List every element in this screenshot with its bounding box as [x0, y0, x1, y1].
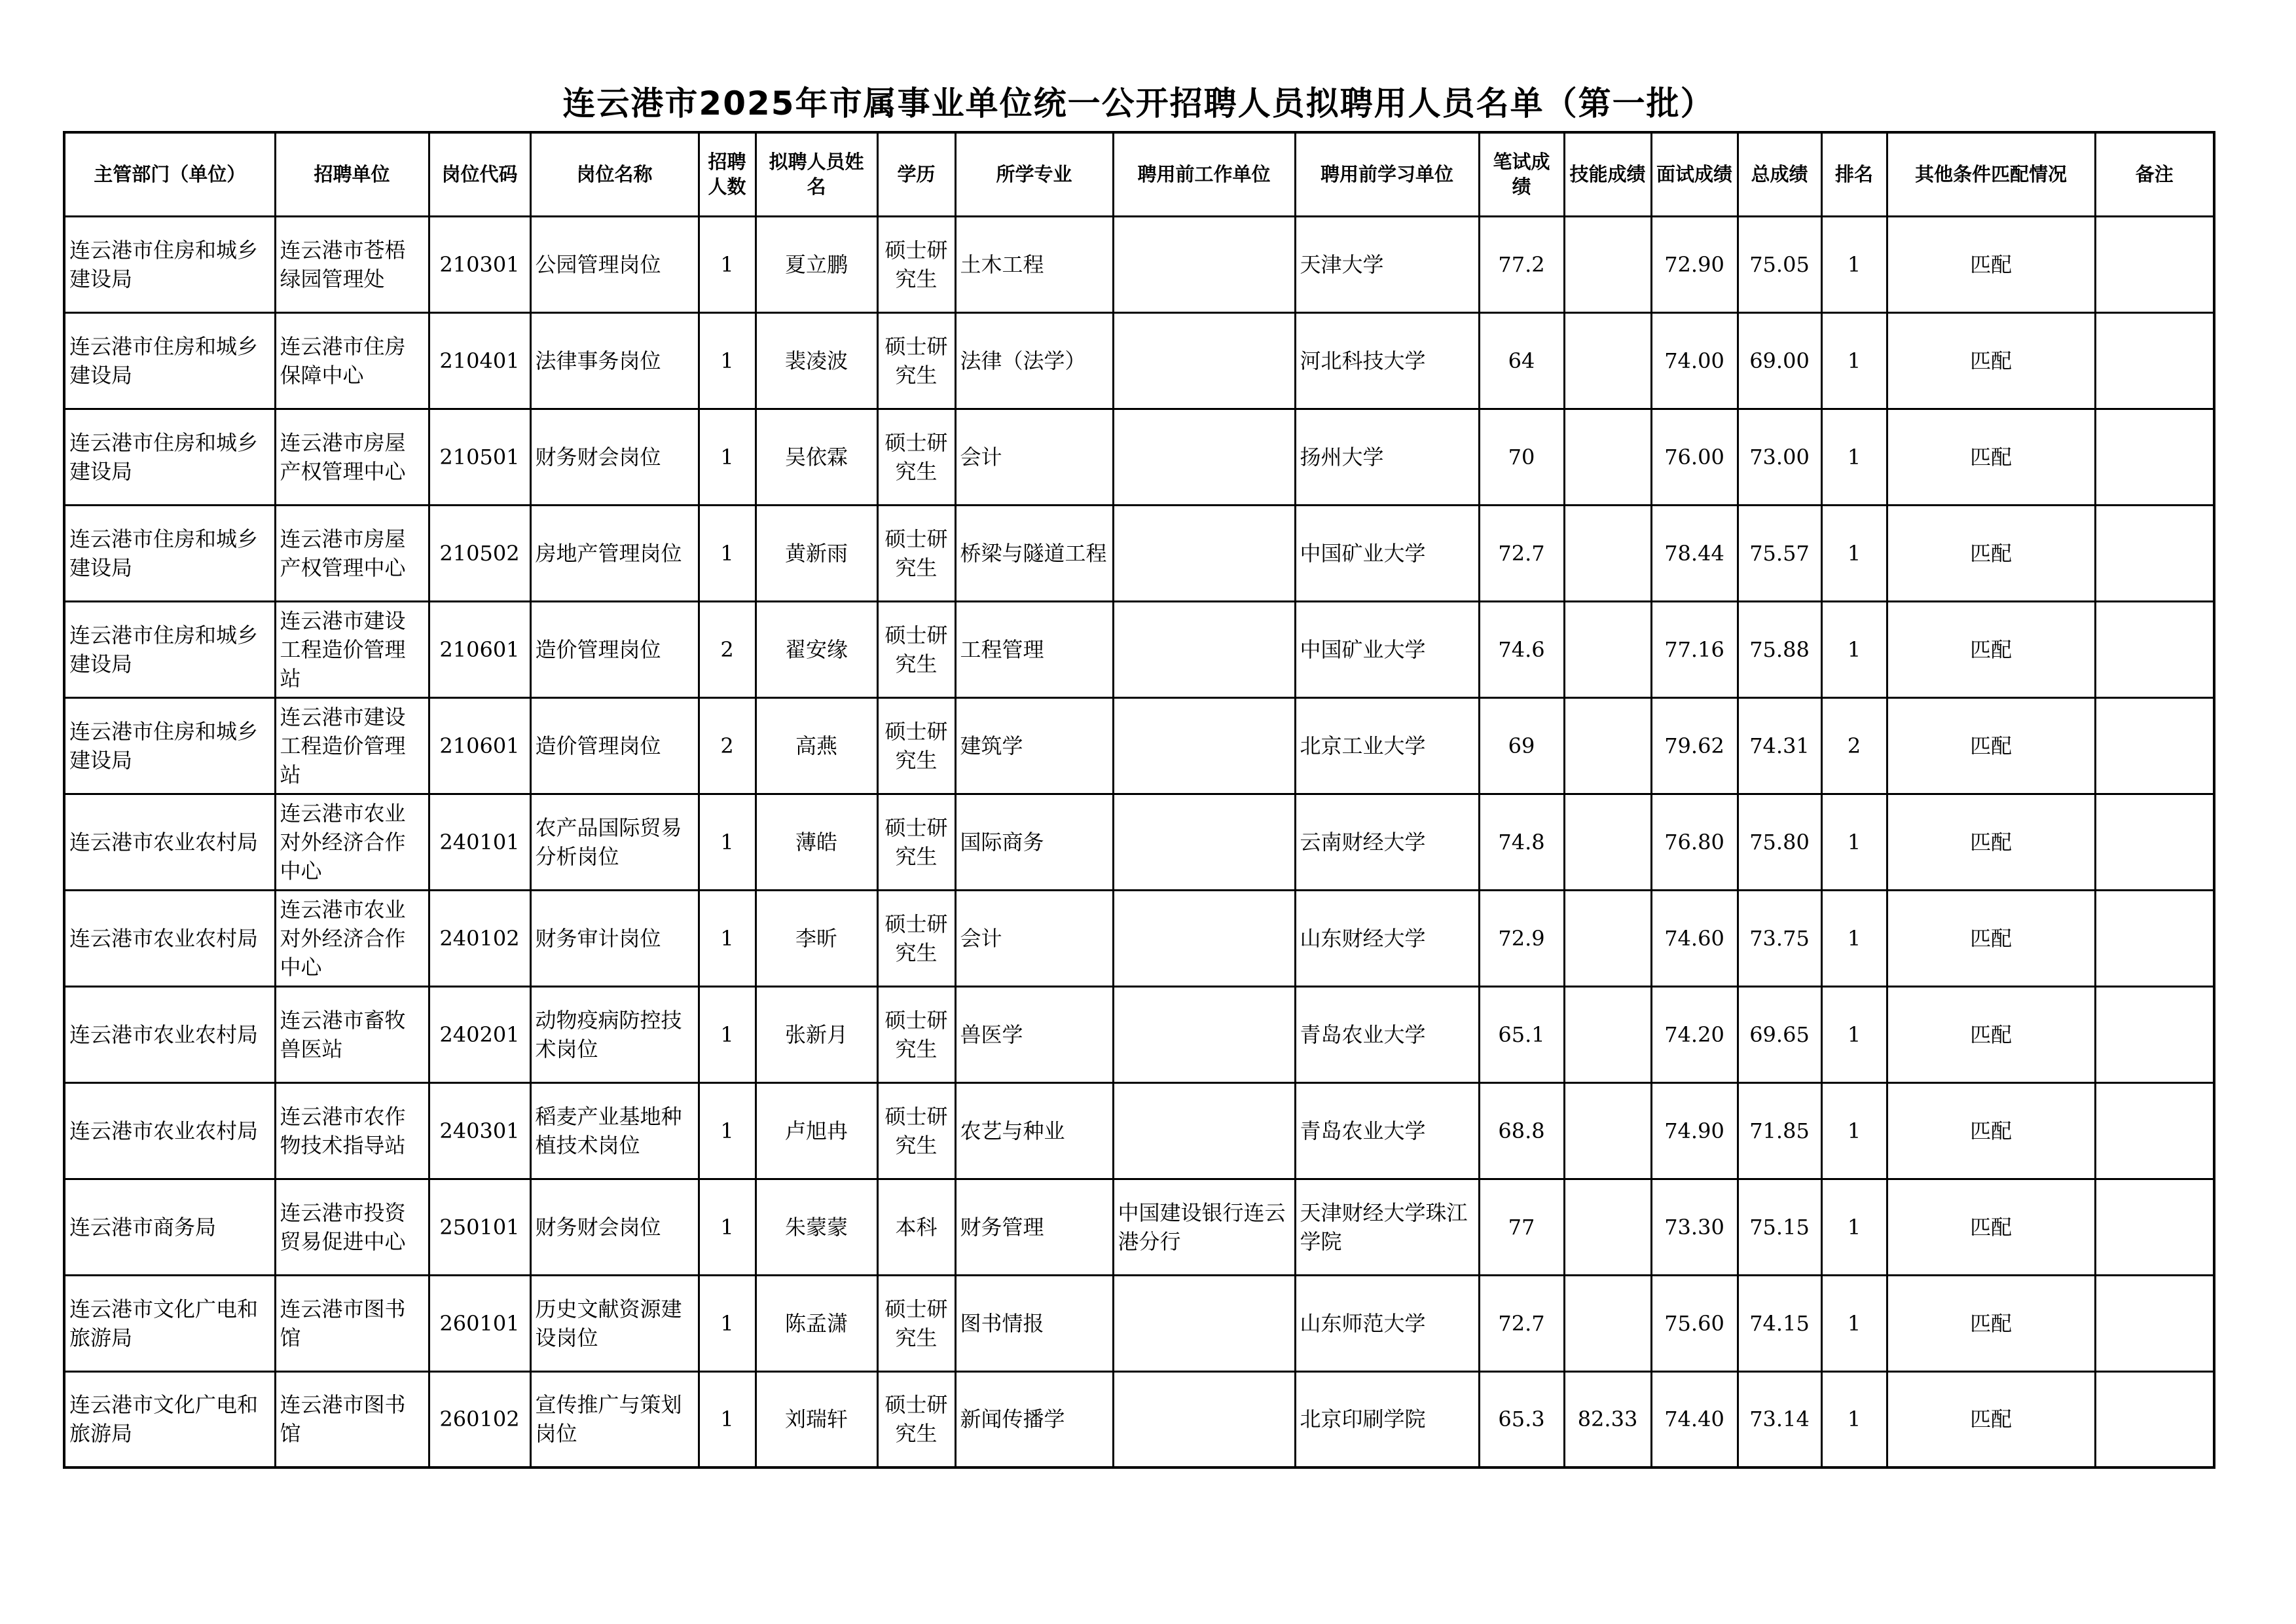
cell-remarks — [2095, 1082, 2214, 1179]
cell-remarks — [2095, 1275, 2214, 1371]
cell-skill — [1564, 697, 1651, 794]
cell-education: 硕士研究生 — [877, 1082, 955, 1179]
cell-post-name: 财务财会岗位 — [530, 1179, 699, 1275]
cell-unit: 连云港市图书馆 — [275, 1371, 429, 1467]
cell-prev-work — [1113, 1082, 1295, 1179]
cell-quota: 2 — [699, 601, 756, 697]
cell-conditions: 匹配 — [1887, 505, 2095, 601]
cell-education: 硕士研究生 — [877, 409, 955, 505]
cell-post-name: 造价管理岗位 — [530, 697, 699, 794]
cell-remarks — [2095, 505, 2214, 601]
cell-education: 硕士研究生 — [877, 697, 955, 794]
cell-major: 农艺与种业 — [955, 1082, 1113, 1179]
cell-written: 74.6 — [1479, 601, 1564, 697]
cell-prev-study: 中国矿业大学 — [1295, 601, 1479, 697]
cell-remarks — [2095, 1179, 2214, 1275]
cell-prev-study: 扬州大学 — [1295, 409, 1479, 505]
cell-prev-work: 中国建设银行连云港分行 — [1113, 1179, 1295, 1275]
cell-dept: 连云港市住房和城乡建设局 — [64, 312, 275, 409]
cell-education: 硕士研究生 — [877, 890, 955, 986]
cell-written: 69 — [1479, 697, 1564, 794]
cell-name: 夏立鹏 — [756, 216, 877, 312]
table-row — [64, 505, 2214, 601]
column-header-total: 总成绩 — [1738, 132, 1821, 216]
column-header-written: 笔试成绩 — [1479, 132, 1564, 216]
cell-dept: 连云港市农业农村局 — [64, 1082, 275, 1179]
cell-written: 64 — [1479, 312, 1564, 409]
cell-written: 65.3 — [1479, 1371, 1564, 1467]
cell-post-code: 240101 — [429, 794, 530, 890]
cell-major: 新闻传播学 — [955, 1371, 1113, 1467]
column-header-skill: 技能成绩 — [1564, 132, 1651, 216]
cell-dept: 连云港市住房和城乡建设局 — [64, 216, 275, 312]
cell-rank: 1 — [1821, 794, 1887, 890]
cell-major: 会计 — [955, 409, 1113, 505]
column-header-name: 拟聘人员姓名 — [756, 132, 877, 216]
table-row — [64, 1275, 2214, 1371]
cell-post-code: 260102 — [429, 1371, 530, 1467]
cell-skill — [1564, 601, 1651, 697]
cell-name: 黄新雨 — [756, 505, 877, 601]
table-row — [64, 1082, 2214, 1179]
cell-quota: 1 — [699, 794, 756, 890]
cell-post-code: 210601 — [429, 601, 530, 697]
cell-dept: 连云港市文化广电和旅游局 — [64, 1371, 275, 1467]
cell-education: 硕士研究生 — [877, 986, 955, 1082]
cell-interview: 76.80 — [1651, 794, 1738, 890]
cell-post-name: 历史文献资源建设岗位 — [530, 1275, 699, 1371]
cell-rank: 2 — [1821, 697, 1887, 794]
cell-post-name: 宣传推广与策划岗位 — [530, 1371, 699, 1467]
cell-total: 75.05 — [1738, 216, 1821, 312]
column-header-major: 所学专业 — [955, 132, 1113, 216]
cell-conditions: 匹配 — [1887, 216, 2095, 312]
cell-skill — [1564, 1179, 1651, 1275]
cell-interview: 79.62 — [1651, 697, 1738, 794]
column-header-education: 学历 — [877, 132, 955, 216]
cell-total: 75.88 — [1738, 601, 1821, 697]
cell-total: 74.31 — [1738, 697, 1821, 794]
cell-education: 硕士研究生 — [877, 1371, 955, 1467]
cell-major: 财务管理 — [955, 1179, 1113, 1275]
cell-quota: 1 — [699, 409, 756, 505]
cell-prev-study: 河北科技大学 — [1295, 312, 1479, 409]
cell-total: 74.15 — [1738, 1275, 1821, 1371]
page-title: 连云港市2025年市属事业单位统一公开招聘人员拟聘用人员名单（第一批） — [562, 84, 1715, 122]
cell-education: 硕士研究生 — [877, 601, 955, 697]
cell-post-name: 财务财会岗位 — [530, 409, 699, 505]
cell-total: 69.00 — [1738, 312, 1821, 409]
cell-education: 硕士研究生 — [877, 216, 955, 312]
cell-post-code: 240201 — [429, 986, 530, 1082]
cell-post-code: 250101 — [429, 1179, 530, 1275]
cell-remarks — [2095, 697, 2214, 794]
cell-remarks — [2095, 312, 2214, 409]
cell-prev-work — [1113, 216, 1295, 312]
cell-name: 高燕 — [756, 697, 877, 794]
cell-interview: 74.00 — [1651, 312, 1738, 409]
column-header-conditions: 其他条件匹配情况 — [1887, 132, 2095, 216]
column-header-post-code: 岗位代码 — [429, 132, 530, 216]
cell-education: 本科 — [877, 1179, 955, 1275]
cell-interview: 75.60 — [1651, 1275, 1738, 1371]
cell-education: 硕士研究生 — [877, 1275, 955, 1371]
cell-unit: 连云港市苍梧绿园管理处 — [275, 216, 429, 312]
cell-post-name: 动物疫病防控技术岗位 — [530, 986, 699, 1082]
cell-written: 72.7 — [1479, 1275, 1564, 1371]
cell-prev-work — [1113, 505, 1295, 601]
cell-quota: 1 — [699, 312, 756, 409]
cell-prev-work — [1113, 794, 1295, 890]
cell-skill — [1564, 986, 1651, 1082]
table-row — [64, 697, 2214, 794]
cell-prev-work — [1113, 409, 1295, 505]
table-row — [64, 216, 2214, 312]
cell-skill — [1564, 794, 1651, 890]
cell-total: 73.14 — [1738, 1371, 1821, 1467]
cell-quota: 1 — [699, 986, 756, 1082]
cell-prev-work — [1113, 312, 1295, 409]
cell-remarks — [2095, 409, 2214, 505]
column-header-rank: 排名 — [1821, 132, 1887, 216]
cell-dept: 连云港市商务局 — [64, 1179, 275, 1275]
cell-conditions: 匹配 — [1887, 890, 2095, 986]
cell-prev-study: 北京工业大学 — [1295, 697, 1479, 794]
cell-rank: 1 — [1821, 1082, 1887, 1179]
cell-prev-work — [1113, 986, 1295, 1082]
cell-total: 75.57 — [1738, 505, 1821, 601]
cell-name: 薄皓 — [756, 794, 877, 890]
cell-major: 工程管理 — [955, 601, 1113, 697]
cell-quota: 1 — [699, 1275, 756, 1371]
cell-rank: 1 — [1821, 216, 1887, 312]
cell-unit: 连云港市农业对外经济合作中心 — [275, 890, 429, 986]
cell-education: 硕士研究生 — [877, 794, 955, 890]
cell-post-code: 210601 — [429, 697, 530, 794]
cell-unit: 连云港市建设工程造价管理站 — [275, 697, 429, 794]
cell-prev-work — [1113, 890, 1295, 986]
cell-unit: 连云港市畜牧兽医站 — [275, 986, 429, 1082]
cell-interview: 77.16 — [1651, 601, 1738, 697]
cell-major: 兽医学 — [955, 986, 1113, 1082]
column-header-post-name: 岗位名称 — [530, 132, 699, 216]
table-row — [64, 1371, 2214, 1467]
cell-post-code: 210301 — [429, 216, 530, 312]
cell-skill — [1564, 1275, 1651, 1371]
cell-written: 70 — [1479, 409, 1564, 505]
column-header-unit: 招聘单位 — [275, 132, 429, 216]
cell-prev-study: 山东师范大学 — [1295, 1275, 1479, 1371]
cell-post-code: 260101 — [429, 1275, 530, 1371]
cell-major: 图书情报 — [955, 1275, 1113, 1371]
cell-rank: 1 — [1821, 409, 1887, 505]
cell-interview: 76.00 — [1651, 409, 1738, 505]
cell-unit: 连云港市图书馆 — [275, 1275, 429, 1371]
cell-rank: 1 — [1821, 601, 1887, 697]
cell-skill — [1564, 409, 1651, 505]
cell-interview: 78.44 — [1651, 505, 1738, 601]
cell-unit: 连云港市建设工程造价管理站 — [275, 601, 429, 697]
cell-interview: 74.60 — [1651, 890, 1738, 986]
cell-post-name: 财务审计岗位 — [530, 890, 699, 986]
cell-major: 国际商务 — [955, 794, 1113, 890]
cell-post-code: 210502 — [429, 505, 530, 601]
table-row — [64, 794, 2214, 890]
table-row — [64, 601, 2214, 697]
column-header-quota: 招聘人数 — [699, 132, 756, 216]
cell-major: 建筑学 — [955, 697, 1113, 794]
cell-conditions: 匹配 — [1887, 697, 2095, 794]
cell-quota: 1 — [699, 1082, 756, 1179]
cell-dept: 连云港市农业农村局 — [64, 986, 275, 1082]
cell-unit: 连云港市农业对外经济合作中心 — [275, 794, 429, 890]
cell-name: 刘瑞轩 — [756, 1371, 877, 1467]
cell-post-code: 210501 — [429, 409, 530, 505]
cell-interview: 73.30 — [1651, 1179, 1738, 1275]
cell-major: 桥梁与隧道工程 — [955, 505, 1113, 601]
column-header-prev-work: 聘用前工作单位 — [1113, 132, 1295, 216]
table-row — [64, 409, 2214, 505]
cell-major: 法律（法学） — [955, 312, 1113, 409]
cell-prev-study: 中国矿业大学 — [1295, 505, 1479, 601]
cell-conditions: 匹配 — [1887, 312, 2095, 409]
cell-conditions: 匹配 — [1887, 1082, 2095, 1179]
column-header-remarks: 备注 — [2095, 132, 2214, 216]
cell-post-name: 造价管理岗位 — [530, 601, 699, 697]
cell-name: 裴凌波 — [756, 312, 877, 409]
cell-written: 68.8 — [1479, 1082, 1564, 1179]
cell-prev-study: 天津大学 — [1295, 216, 1479, 312]
cell-skill: 82.33 — [1564, 1371, 1651, 1467]
cell-dept: 连云港市文化广电和旅游局 — [64, 1275, 275, 1371]
cell-written: 77.2 — [1479, 216, 1564, 312]
cell-rank: 1 — [1821, 890, 1887, 986]
cell-total: 75.15 — [1738, 1179, 1821, 1275]
cell-rank: 1 — [1821, 505, 1887, 601]
cell-quota: 1 — [699, 1179, 756, 1275]
cell-total: 73.00 — [1738, 409, 1821, 505]
table-row — [64, 890, 2214, 986]
cell-quota: 1 — [699, 890, 756, 986]
cell-rank: 1 — [1821, 986, 1887, 1082]
cell-conditions: 匹配 — [1887, 1275, 2095, 1371]
cell-post-name: 稻麦产业基地种植技术岗位 — [530, 1082, 699, 1179]
cell-interview: 74.90 — [1651, 1082, 1738, 1179]
cell-dept: 连云港市农业农村局 — [64, 794, 275, 890]
cell-unit: 连云港市投资贸易促进中心 — [275, 1179, 429, 1275]
cell-dept: 连云港市住房和城乡建设局 — [64, 601, 275, 697]
cell-conditions: 匹配 — [1887, 409, 2095, 505]
cell-post-name: 公园管理岗位 — [530, 216, 699, 312]
cell-prev-study: 青岛农业大学 — [1295, 986, 1479, 1082]
cell-quota: 1 — [699, 1371, 756, 1467]
cell-total: 75.80 — [1738, 794, 1821, 890]
column-header-interview: 面试成绩 — [1651, 132, 1738, 216]
cell-interview: 72.90 — [1651, 216, 1738, 312]
cell-conditions: 匹配 — [1887, 794, 2095, 890]
cell-rank: 1 — [1821, 1179, 1887, 1275]
cell-total: 73.75 — [1738, 890, 1821, 986]
cell-conditions: 匹配 — [1887, 1179, 2095, 1275]
cell-remarks — [2095, 216, 2214, 312]
cell-rank: 1 — [1821, 1371, 1887, 1467]
cell-interview: 74.40 — [1651, 1371, 1738, 1467]
cell-post-name: 房地产管理岗位 — [530, 505, 699, 601]
cell-remarks — [2095, 890, 2214, 986]
cell-unit: 连云港市农作物技术指导站 — [275, 1082, 429, 1179]
cell-education: 硕士研究生 — [877, 312, 955, 409]
cell-skill — [1564, 505, 1651, 601]
cell-post-code: 240301 — [429, 1082, 530, 1179]
cell-prev-study: 云南财经大学 — [1295, 794, 1479, 890]
cell-unit: 连云港市房屋产权管理中心 — [275, 505, 429, 601]
cell-written: 74.8 — [1479, 794, 1564, 890]
cell-unit: 连云港市房屋产权管理中心 — [275, 409, 429, 505]
cell-name: 翟安缘 — [756, 601, 877, 697]
column-header-dept: 主管部门（单位） — [64, 132, 275, 216]
cell-dept: 连云港市住房和城乡建设局 — [64, 697, 275, 794]
table-row — [64, 1179, 2214, 1275]
cell-name: 卢旭冉 — [756, 1082, 877, 1179]
cell-prev-study: 北京印刷学院 — [1295, 1371, 1479, 1467]
cell-name: 张新月 — [756, 986, 877, 1082]
cell-prev-work — [1113, 697, 1295, 794]
cell-skill — [1564, 216, 1651, 312]
cell-major: 土木工程 — [955, 216, 1113, 312]
cell-post-code: 210401 — [429, 312, 530, 409]
header-row — [64, 132, 2214, 216]
cell-remarks — [2095, 986, 2214, 1082]
table-body — [64, 216, 2214, 1467]
column-header-prev-study: 聘用前学习单位 — [1295, 132, 1479, 216]
cell-quota: 1 — [699, 216, 756, 312]
cell-name: 朱蒙蒙 — [756, 1179, 877, 1275]
cell-interview: 74.20 — [1651, 986, 1738, 1082]
cell-rank: 1 — [1821, 1275, 1887, 1371]
cell-remarks — [2095, 1371, 2214, 1467]
cell-conditions: 匹配 — [1887, 601, 2095, 697]
cell-skill — [1564, 890, 1651, 986]
cell-total: 71.85 — [1738, 1082, 1821, 1179]
cell-name: 李昕 — [756, 890, 877, 986]
cell-written: 72.7 — [1479, 505, 1564, 601]
cell-dept: 连云港市住房和城乡建设局 — [64, 505, 275, 601]
cell-unit: 连云港市住房保障中心 — [275, 312, 429, 409]
cell-post-code: 240102 — [429, 890, 530, 986]
cell-prev-study: 天津财经大学珠江学院 — [1295, 1179, 1479, 1275]
cell-education: 硕士研究生 — [877, 505, 955, 601]
cell-rank: 1 — [1821, 312, 1887, 409]
cell-remarks — [2095, 601, 2214, 697]
cell-name: 吴依霖 — [756, 409, 877, 505]
cell-written: 77 — [1479, 1179, 1564, 1275]
cell-major: 会计 — [955, 890, 1113, 986]
roster-table — [63, 131, 2215, 1469]
cell-dept: 连云港市住房和城乡建设局 — [64, 409, 275, 505]
cell-name: 陈孟潇 — [756, 1275, 877, 1371]
cell-skill — [1564, 1082, 1651, 1179]
cell-written: 65.1 — [1479, 986, 1564, 1082]
table-row — [64, 312, 2214, 409]
cell-post-name: 法律事务岗位 — [530, 312, 699, 409]
cell-quota: 2 — [699, 697, 756, 794]
cell-dept: 连云港市农业农村局 — [64, 890, 275, 986]
cell-prev-work — [1113, 601, 1295, 697]
cell-written: 72.9 — [1479, 890, 1564, 986]
cell-conditions: 匹配 — [1887, 1371, 2095, 1467]
cell-total: 69.65 — [1738, 986, 1821, 1082]
cell-conditions: 匹配 — [1887, 986, 2095, 1082]
cell-remarks — [2095, 794, 2214, 890]
cell-prev-study: 青岛农业大学 — [1295, 1082, 1479, 1179]
table-row — [64, 986, 2214, 1082]
cell-prev-work — [1113, 1275, 1295, 1371]
cell-post-name: 农产品国际贸易分析岗位 — [530, 794, 699, 890]
cell-skill — [1564, 312, 1651, 409]
cell-prev-work — [1113, 1371, 1295, 1467]
cell-prev-study: 山东财经大学 — [1295, 890, 1479, 986]
cell-quota: 1 — [699, 505, 756, 601]
